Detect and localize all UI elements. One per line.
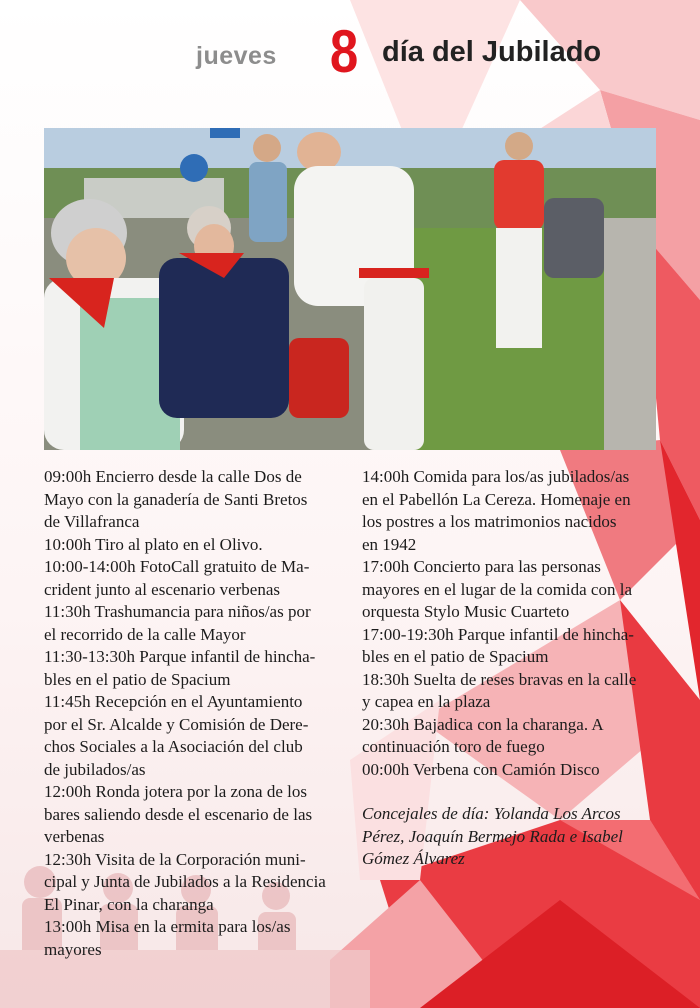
schedule-line: bles en el patio de Spacium: [362, 647, 549, 666]
photo-elderly-celebration-icon: [44, 128, 656, 450]
schedule-line: en 1942: [362, 534, 417, 554]
schedule-line: orquesta Stylo Music Cuarteto: [362, 602, 570, 621]
schedule-line: 11:30-13:30h Parque infantil de hincha-: [44, 647, 316, 666]
schedule-line: 17:00-19:30h Parque infantil de hincha-: [362, 624, 634, 644]
schedule-line: 13:00h Misa en la ermita para los/as: [44, 917, 291, 936]
schedule-line: los postres a los matrimonios nacidos: [362, 512, 617, 531]
schedule-line: 09:00h Encierro desde la calle Dos de: [44, 467, 302, 486]
schedule-line: 10:00-14:00h FotoCall gratuito de Ma-: [44, 557, 310, 576]
schedule-line: 00:00h Verbena con Camión Disco: [362, 759, 600, 779]
schedule-line: 12:00h Ronda jotera por la zona de los: [44, 782, 307, 801]
schedule-line: El Pinar, con la charanga: [44, 894, 214, 914]
schedule-line: 11:30h Trashumancia para niños/as por: [44, 602, 311, 621]
schedule-line: 11:45h Recepción en el Ayuntamiento: [44, 692, 303, 711]
schedule-line: 10:00h Tiro al plato en el Olivo.: [44, 534, 263, 554]
schedule-line: chos Sociales a la Asociación del club: [44, 737, 303, 756]
schedule-right-column: [362, 466, 662, 871]
schedule-line: verbenas: [44, 827, 105, 846]
schedule-line: de Villafranca: [44, 512, 140, 531]
schedule-line: de jubilados/as: [44, 759, 146, 779]
credits-line: Gómez Álvarez: [362, 849, 465, 868]
schedule-line: crident junto al escenario verbenas: [44, 579, 281, 599]
schedule-line: mayores en el lugar de la comida con la: [362, 579, 632, 599]
schedule-line: y capea en la plaza: [362, 692, 491, 711]
schedule-line: mayores: [44, 939, 102, 959]
schedule-line: 18:30h Suelta de reses bravas en la calle: [362, 669, 637, 689]
schedule-line: el recorrido de la calle Mayor: [44, 624, 246, 644]
schedule-line: por el Sr. Alcalde y Comisión de Dere-: [44, 714, 309, 734]
schedule-line: 12:30h Visita de la Corporación muni-: [44, 849, 306, 869]
schedule-line: bares saliendo desde el escenario de las: [44, 804, 313, 824]
schedule-left-column: [44, 466, 346, 961]
schedule-line: bles en el patio de Spacium: [44, 669, 231, 689]
schedule-line: 17:00h Concierto para las personas: [362, 557, 601, 576]
schedule-line: cipal y Junta de Jubilados a la Residencia: [44, 872, 326, 891]
schedule-line: 14:00h Comida para los/as jubilados/as: [362, 467, 630, 486]
page-header: [0, 18, 700, 92]
weekday-label: jueves: [196, 42, 277, 70]
day-title: día del Jubilado: [382, 36, 602, 68]
credits-block: [362, 803, 662, 871]
event-photo: [44, 128, 656, 450]
schedule-line: 20:30h Bajadica con la charanga. A: [362, 714, 604, 734]
schedule-line: continuación toro de fuego: [362, 737, 545, 756]
day-number: 8: [329, 18, 359, 85]
schedule-line: en el Pabellón La Cereza. Homenaje en: [362, 489, 631, 509]
credits-line: Pérez, Joaquín Bermejo Rada e Isabel: [362, 826, 623, 846]
schedule-line: Mayo con la ganadería de Santi Bretos: [44, 489, 308, 509]
credits-line: Concejales de día: Yolanda Los Arcos: [362, 804, 621, 823]
